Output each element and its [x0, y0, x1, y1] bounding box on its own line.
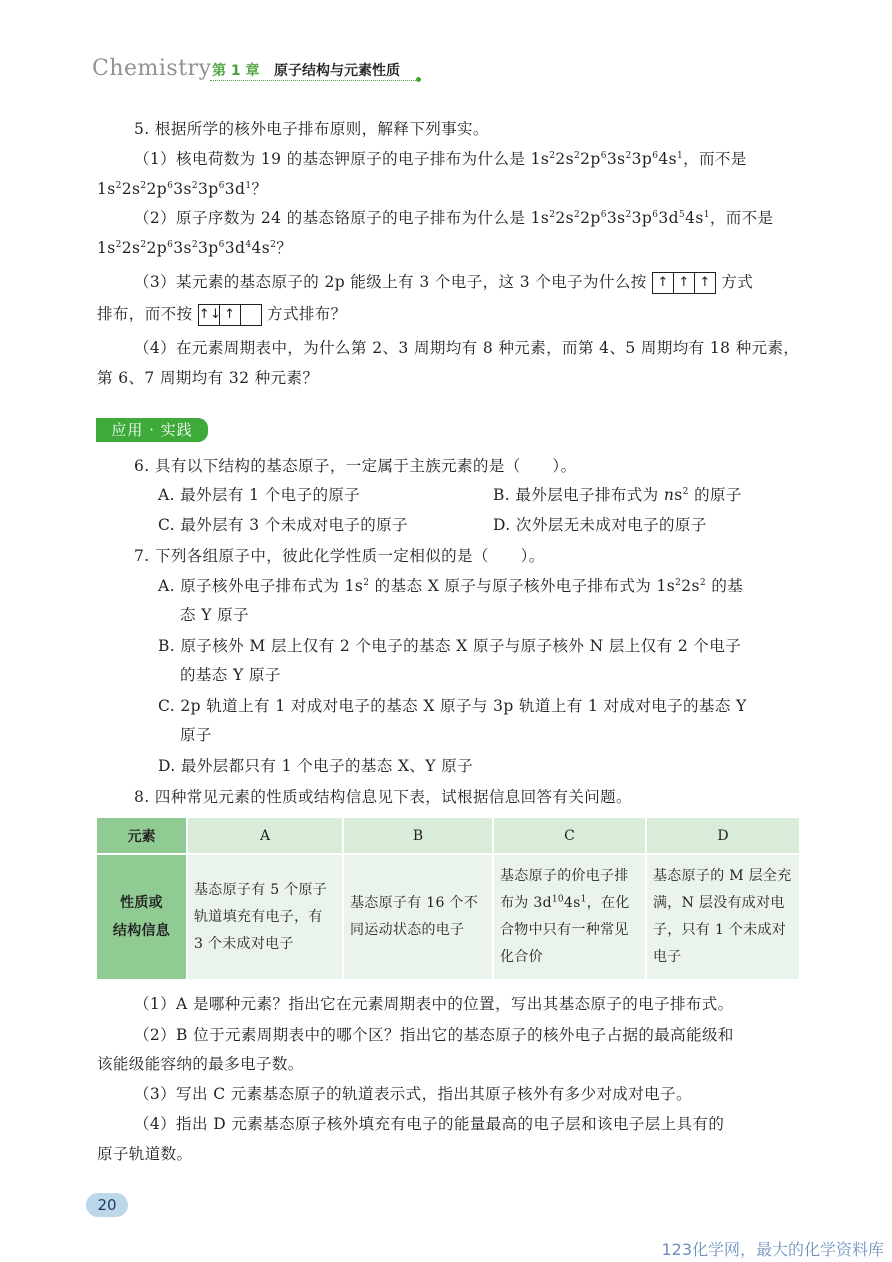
header-dot: [416, 77, 421, 82]
section-tag: 应用 · 实践: [96, 418, 208, 442]
q7-option-c-line2: 原子: [180, 726, 212, 744]
q7-option-b-line2: 的基态 Y 原子: [180, 666, 281, 684]
q5-part1-line1: （1）核电荷数为 19 的基态钾原子的电子排布为什么是 $1s^22s^22p^63s^23p^64s^1$，而不是: [134, 150, 747, 168]
header-rule: [210, 80, 420, 81]
q6-stem: 6. 具有以下结构的基态原子，一定属于主族元素的是（ ）。: [134, 457, 577, 475]
q5-part4-line1: （4）在元素周期表中，为什么第 2、3 周期均有 8 种元素，而第 4、5 周期均有 18 种元素，: [134, 339, 800, 357]
table-cell-d: 基态原子的 M 层全充满，N 层没有成对电子，只有 1 个未成对电子: [646, 854, 800, 980]
q7-option-d: D. 最外层都只有 1 个电子的基态 X、Y 原子: [158, 757, 474, 775]
q6-option-b: B. 最外层电子排布式为 $ns^2$ 的原子: [493, 486, 742, 504]
q7-option-a-line2: 态 Y 原子: [180, 606, 249, 624]
q8-part4-line2: 原子轨道数。: [97, 1145, 193, 1163]
q5-part3-line2: 排布，而不按 ↑↓ ↑ 方式排布？: [97, 303, 347, 326]
table-row-label: 性质或 结构信息: [97, 854, 187, 980]
table-header-cell: C: [493, 818, 646, 854]
running-header-word: Chemistry: [92, 56, 212, 81]
q6-option-c: C. 最外层有 3 个未成对电子的原子: [158, 516, 408, 534]
q5-part4-line2: 第 6、7 周期均有 32 种元素？: [97, 369, 319, 387]
k-config: $1s^22s^22p^63s^23p^64s^1$: [530, 150, 684, 168]
q8-part3: （3）写出 C 元素基态原子的轨道表示式，指出其原子核外有多少对成对电子。: [134, 1085, 692, 1103]
q5-part2-line1: （2）原子序数为 24 的基态铬原子的电子排布为什么是 $1s^22s^22p^63s^23p^63d^54s^1$，而不是: [134, 209, 774, 227]
orbital-diagram-correct: ↑ ↑ ↑: [652, 272, 716, 294]
page-number: 20: [86, 1193, 128, 1217]
k-wrong-config: $1s^22s^22p^63s^23p^63d^1$: [97, 180, 252, 198]
table-header-cell: A: [187, 818, 343, 854]
watermark-text: 123化学网，最大的化学资料库: [661, 1240, 884, 1259]
chapter-label: 第 1 章: [212, 63, 260, 79]
orbital-diagram-wrong: ↑↓ ↑: [198, 304, 262, 326]
q8-part1: （1）A 是哪种元素？指出它在元素周期表中的位置，写出其基态原子的电子排布式。: [134, 995, 734, 1013]
table-header-cell: B: [343, 818, 493, 854]
table-cell-a: 基态原子有 5 个原子轨道填充有电子，有 3 个未成对电子: [187, 854, 343, 980]
table-cell-b: 基态原子有 16 个不同运动状态的电子: [343, 854, 493, 980]
element-info-table: [97, 818, 801, 981]
q7-option-c-line1: C. 2p 轨道上有 1 对成对电子的基态 X 原子与 3p 轨道上有 1 对成对电子的基态 Y: [158, 697, 747, 715]
q8-part4-line1: （4）指出 D 元素基态原子核外填充有电子的能量最高的电子层和该电子层上具有的: [134, 1115, 725, 1133]
q5-part1-line2: $1s^22s^22p^63s^23p^63d^1$？: [97, 180, 268, 198]
q8-part2-line2: 该能级能容纳的最多电子数。: [97, 1055, 304, 1073]
q7-option-b-line1: B. 原子核外 M 层上仅有 2 个电子的基态 X 原子与原子核外 N 层上仅有 2 个电子: [158, 637, 742, 655]
q7-stem: 7. 下列各组原子中，彼此化学性质一定相似的是（ ）。: [134, 547, 545, 565]
table-header-cell: 元素: [97, 818, 187, 854]
q5-stem: 5. 根据所学的核外电子排布原则，解释下列事实。: [134, 120, 489, 138]
q7-option-a-line1: A. 原子核外电子排布式为 $1s^2$ 的基态 X 原子与原子核外电子排布式为 $1s^22s^2$ 的基: [158, 577, 744, 595]
cr-config: $1s^22s^22p^63s^23p^63d^54s^1$: [530, 209, 710, 227]
q8-part2-line1: （2）B 位于元素周期表中的哪个区？指出它的基态原子的核外电子占据的最高能级和: [134, 1026, 734, 1044]
q8-stem: 8. 四种常见元素的性质或结构信息见下表，试根据信息回答有关问题。: [134, 788, 632, 806]
chapter-title: 原子结构与元素性质: [274, 63, 400, 79]
q5-part2-line2: $1s^22s^22p^63s^23p^63d^44s^2$？: [97, 239, 293, 257]
cr-wrong-config: $1s^22s^22p^63s^23p^63d^44s^2$: [97, 239, 277, 257]
table-cell-c: 基态原子的价电子排布为 $3d^{10}4s^1$，在化合物中只有一种常见化合价: [493, 854, 646, 980]
table-header-row: [97, 818, 800, 854]
q6-option-d: D. 次外层无未成对电子的原子: [493, 516, 707, 534]
table-row: [97, 854, 800, 980]
q5-part3-line1: （3）某元素的基态原子的 2p 能级上有 3 个电子，这 3 个电子为什么按 ↑ ↑ ↑ 方式: [134, 271, 753, 294]
q6-option-a: A. 最外层有 1 个电子的原子: [158, 486, 361, 504]
table-header-cell: D: [646, 818, 800, 854]
